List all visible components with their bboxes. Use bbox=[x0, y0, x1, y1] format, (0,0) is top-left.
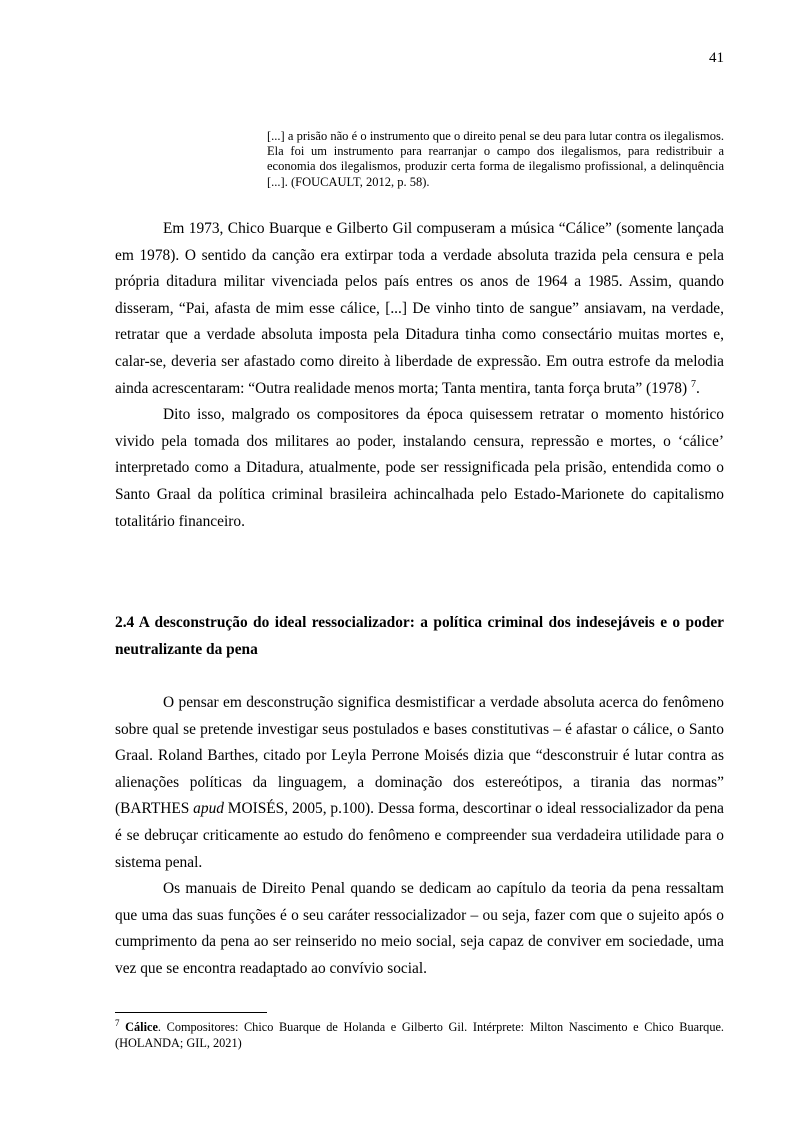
paragraph-1-text: Em 1973, Chico Buarque e Gilberto Gil compuseram a música “Cálice” (somente lançada em 1978). O sentido da canção era extirpar toda a verdade absoluta trazida pela censura e pela própria ditadura militar vivenciada pelos país entres os anos de 1964 a 1985. Assim, quando disseram, “Pai, afasta de mim esse cálice, [...] De vinho tinto de sangue” ansiavam, na verdade, retratar que a verdade absoluta imposta pela Ditadura tinha como consectário muitas mortes e, calar-se, deveria ser afastado como direito à liberdade de expressão. Em outra estrofe da melodia ainda acrescentaram: “Outra realidade menos morta; Tanta mentira, tanta força bruta” (1978) bbox=[115, 220, 724, 397]
section-heading: 2.4 A desconstrução do ideal ressocializador: a política criminal dos indesejáveis e o poder neutralizante da pena bbox=[115, 614, 724, 658]
paragraph-3-before: O pensar em desconstrução significa desmistificar a verdade absoluta acerca do fenômeno sobre qual se pretende investigar seus postulados e bases constitutivas – é afastar o cálice, o Santo Graal. Roland Barthes, citado por Leyla Perrone Moisés dizia que “desconstruir é lutar contra as alienações políticas da linguagem, a dominação dos estereótipos, a tirania das normas” (BARTHES bbox=[115, 694, 724, 818]
footnote-reference: 7 bbox=[690, 378, 696, 390]
footnote-divider bbox=[115, 1012, 267, 1013]
footnote-text: . Compositores: Chico Buarque de Holanda e Gilberto Gil. Intérprete: Milton Nascimento e Chico Buarque. (HOLANDA; GIL, 2021) bbox=[115, 1020, 725, 1050]
footnote-title: Cálice bbox=[125, 1020, 158, 1034]
body-text-lower bbox=[115, 690, 724, 983]
paragraph-1 bbox=[115, 216, 724, 402]
footnote bbox=[115, 1017, 725, 1051]
body-text-upper bbox=[115, 216, 724, 535]
paragraph-1-end: . bbox=[695, 379, 700, 397]
page-number: 41 bbox=[709, 50, 724, 66]
footnote-mark: 7 bbox=[115, 1017, 120, 1028]
paragraph-4: Os manuais de Direito Penal quando se dedicam ao capítulo da teoria da pena ressaltam que uma das suas funções é o seu caráter ressocializador – ou seja, fazer com que o sujeito após o cumprimento da pena ao ser reinserido no meio social, seja capaz de conviver em sociedade, uma vez que se encontra readaptado ao convívio social. bbox=[115, 880, 724, 977]
paragraph-3 bbox=[115, 690, 724, 876]
block-quote: [...] a prisão não é o instrumento que o direito penal se deu para lutar contra os ilegalismos. Ela foi um instrumento para rearranjar o campo dos ilegalismos, para redistribuir a economia dos ilegalismos, produzir certa forma de ilegalismo profissional, a delinquência [...]. (FOUCAULT, 2012, p. 58). bbox=[267, 129, 724, 189]
paragraph-3-italic: apud bbox=[193, 800, 224, 818]
paragraph-2: Dito isso, malgrado os compositores da época quisessem retratar o momento histórico vivido pela tomada dos militares ao poder, instalando censura, repressão e mortes, o ‘cálice’ interpretado como a Ditadura, atualmente, pode ser ressignificada pela prisão, entendida como o Santo Graal da política criminal brasileira achincalhada pelo Estado-Marionete do capitalismo totalitário financeiro. bbox=[115, 406, 724, 530]
paragraph-3-after: MOISÉS, 2005, p.100). Dessa forma, descortinar o ideal ressocializador da pena é se debruçar criticamente ao estudo do fenômeno e compreender sua verdadeira utilidade para o sistema penal. bbox=[115, 800, 725, 871]
